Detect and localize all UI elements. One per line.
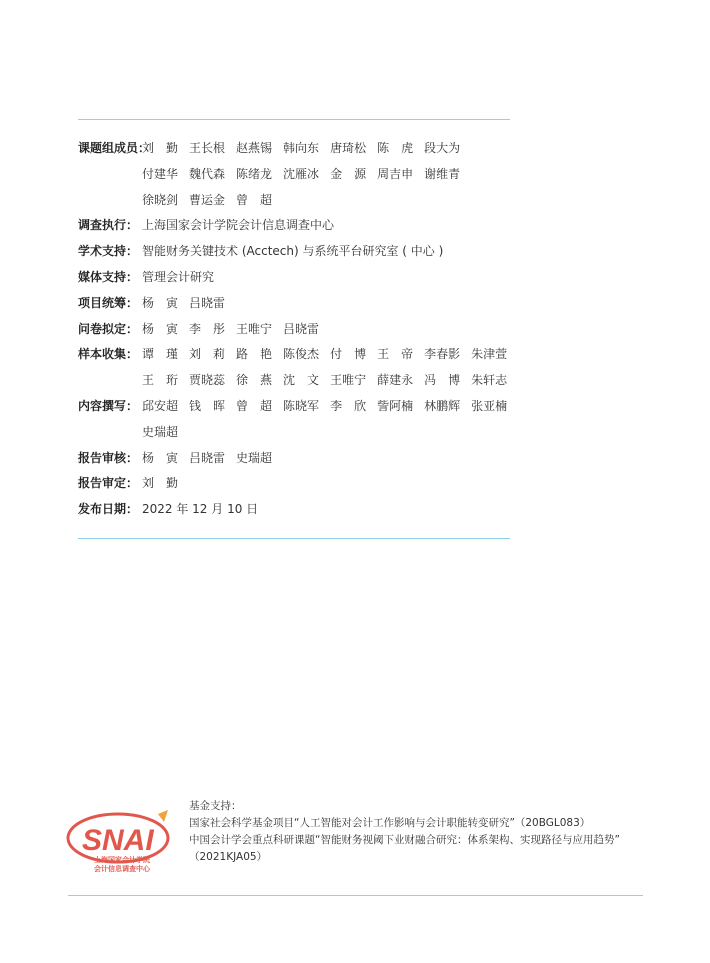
credit-row (78, 342, 518, 394)
credit-line (142, 291, 518, 317)
credit-name: 谭 瑾 (142, 347, 179, 362)
credit-row (78, 136, 518, 213)
funding-heading: 基金支持： (189, 800, 242, 812)
credit-name: 贾晓蕊 (189, 373, 226, 388)
credit-values (142, 265, 518, 291)
credit-name: 曹运金 (189, 192, 226, 207)
credit-row (78, 291, 518, 317)
credit-name: 刘 勤 (142, 141, 179, 155)
credits-list (78, 136, 518, 523)
credit-name: 谢维青 (424, 166, 461, 181)
credit-name: 管理会计研究 (142, 269, 215, 284)
credit-line (142, 162, 518, 188)
credit-name: 刘 勤 (142, 476, 179, 491)
credit-label: 学术支持： (78, 244, 139, 259)
credit-name: 李 彤 (189, 321, 226, 336)
credit-name: 薛建永 (377, 373, 414, 388)
funding-section (189, 798, 659, 866)
credit-line (142, 471, 518, 497)
credit-row (78, 239, 518, 265)
credit-name: 吕晓雷 (189, 450, 226, 465)
credit-name: 史瑞超 (142, 424, 179, 439)
credit-label: 调查执行： (78, 218, 139, 233)
credit-name: 付 博 (330, 347, 367, 362)
credit-line (142, 420, 518, 446)
credit-name: 徐晓剑 (142, 192, 179, 207)
credit-name: 沈雁冰 (283, 166, 320, 181)
credit-values (142, 471, 518, 497)
snai-logo (64, 808, 184, 874)
credit-values (142, 446, 518, 472)
credit-name: 刘 莉 (189, 347, 226, 362)
credit-values (142, 239, 518, 265)
credit-name: 李春影 (424, 347, 461, 362)
credit-name: 陈俊杰 (283, 347, 320, 362)
credit-name: 杨 寅 (142, 295, 179, 310)
credit-name: 王 珩 (142, 373, 179, 388)
credit-name: 朱轩志 (471, 373, 508, 388)
funding-line: 中国会计学会重点科研课题“智能财务视阈下业财融合研究：体系架构、实现路径与应用趋势” (189, 834, 620, 846)
credit-name: 邱安超 (142, 398, 179, 413)
credit-name: 王 帝 (377, 347, 414, 362)
logo-line2: 会计信息调查中心 (94, 865, 150, 873)
credit-name: 朱津萱 (471, 347, 508, 362)
credit-label: 样本收集： (78, 347, 139, 362)
middle-divider (78, 538, 510, 539)
credit-row (78, 265, 518, 291)
credit-name: 赵燕锡 (236, 141, 273, 155)
credit-name: 曾 超 (236, 192, 273, 207)
credit-row (78, 446, 518, 472)
credit-label: 报告审核： (78, 450, 139, 465)
credit-line (142, 136, 518, 162)
credit-name: 史瑞超 (236, 450, 273, 465)
credit-label: 课题组成员： (78, 141, 151, 155)
credit-name: 智能财务关键技术 (Acctech) 与系统平台研究室 ( 中心 ) (142, 244, 444, 259)
credit-name: 付建华 (142, 166, 179, 181)
credit-name: 韩向东 (283, 141, 320, 155)
credit-name: 魏代森 (189, 166, 226, 181)
credit-name: 王长根 (189, 141, 226, 155)
credit-line (142, 342, 518, 368)
credit-name: 路 艳 (236, 347, 273, 362)
credit-values (142, 317, 518, 343)
credit-name: 沈 文 (283, 373, 320, 388)
credit-line (142, 497, 518, 523)
credit-row (78, 394, 518, 446)
credit-values (142, 136, 518, 213)
credit-name: 王唯宁 (330, 373, 367, 388)
credit-label: 发布日期： (78, 502, 139, 517)
credit-name: 钱 晖 (189, 398, 226, 413)
credit-label: 项目统筹： (78, 295, 139, 310)
credit-name: 陈绪龙 (236, 166, 273, 181)
credit-line (142, 446, 518, 472)
credit-name: 李 欣 (330, 398, 367, 413)
credit-line (142, 188, 518, 214)
credit-name: 周吉申 (377, 166, 414, 181)
funding-line: （2021KJA05） (189, 851, 268, 863)
credit-row (78, 497, 518, 523)
credit-name: 段大为 (424, 141, 461, 155)
credit-name: 陈晓军 (283, 398, 320, 413)
credit-name: 上海国家会计学院会计信息调查中心 (142, 218, 335, 233)
credit-name: 张亚楠 (471, 398, 508, 413)
funding-line: 国家社会科学基金项目“人工智能对会计工作影响与会计职能转变研究”（20BGL083） (189, 817, 591, 829)
top-divider (78, 119, 510, 120)
credit-line (142, 394, 518, 420)
credit-name: 金 源 (330, 166, 367, 181)
credit-name: 冯 博 (424, 373, 461, 388)
credit-name: 徐 燕 (236, 373, 273, 388)
credit-values (142, 497, 518, 523)
logo-mark-text: SNAI (82, 824, 154, 857)
credit-name: 吕晓雷 (189, 295, 226, 310)
credit-line (142, 368, 518, 394)
credit-values (142, 291, 518, 317)
credit-name: 2022 年 12 月 10 日 (142, 502, 259, 517)
credit-line (142, 239, 518, 265)
bottom-divider (68, 895, 643, 896)
credit-name: 杨 寅 (142, 450, 179, 465)
credit-name: 曾 超 (236, 398, 273, 413)
credit-values (142, 342, 518, 394)
credit-name: 唐琦松 (330, 141, 367, 155)
credit-row (78, 213, 518, 239)
credit-name: 陈 虎 (377, 141, 414, 155)
credit-name: 吕晓雷 (283, 321, 320, 336)
credit-label: 报告审定： (78, 476, 139, 491)
credit-name: 林鹏辉 (424, 398, 461, 413)
credit-values (142, 213, 518, 239)
logo-line1: 上海国家会计学院 (94, 856, 150, 864)
credit-row (78, 317, 518, 343)
logo-accent-icon (158, 810, 168, 822)
credit-label: 问卷拟定： (78, 321, 139, 336)
credit-row (78, 471, 518, 497)
credit-line (142, 317, 518, 343)
credit-values (142, 394, 518, 446)
credit-line (142, 265, 518, 291)
credit-name: 王唯宁 (236, 321, 273, 336)
credit-line (142, 213, 518, 239)
credit-name: 杨 寅 (142, 321, 179, 336)
credit-name: 訾阿楠 (377, 398, 414, 413)
credit-label: 内容撰写： (78, 398, 139, 413)
credit-label: 媒体支持： (78, 269, 139, 284)
